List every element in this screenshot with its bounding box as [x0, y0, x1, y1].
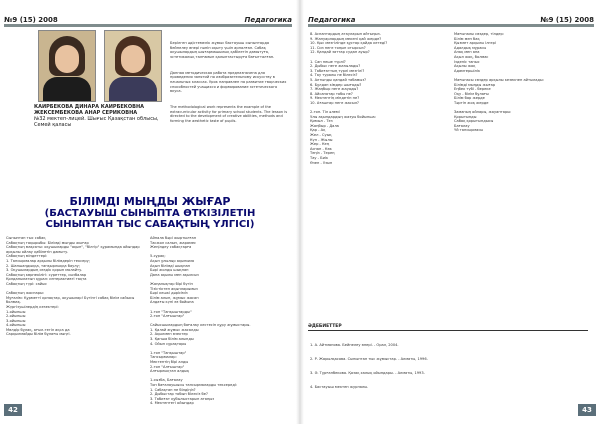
page-number-right: 43	[578, 404, 596, 416]
abstract-en: The methodological work represents the example of the extracurricular activity for primary school students. The lesson is directed to the development of creative abilities, methods and forming the aesthetic taste of pupils.	[170, 104, 289, 123]
author-affiliation: №32 мектеп-лицей. Шығыс Қазақстан облысы, Семей қаласы	[34, 116, 159, 128]
article-title	[30, 196, 270, 230]
references-heading: ӘДЕБИЕТТЕР	[308, 324, 342, 329]
right-page	[304, 0, 600, 424]
title-line-3: СЫНЫПТАН ТЫС САБАҚТЫҢ ҮЛГІСІ)	[45, 219, 255, 230]
title-line-2: (БАСТАУЫШ СЫНЫПТА ӨТКІЗІЛЕТІН	[44, 208, 256, 219]
left-page	[0, 0, 296, 424]
references-list	[310, 334, 590, 398]
reference-item: 2. Р. Жарылқасова. Сыныптан тыс жұмыстар. - Алматы, 1996.	[310, 356, 428, 361]
body-column-2: Айнала бәрі жыртылған Тасжол салып, жарамес Жеңілдеу сабақтарға 5-сұрақ: Ақын ұлылыр ақыныма Ақын білімді шықпан Бәрі жолды шықпан Дана ақылы мен ақылсыз Жаңалықтар бірі бүгін Тізістіктеп ақынларымыз Бәрі кешкі дәрісіміз Білім алып, жұмыс жасап Алдағы күні өз бойына 1-топ "Тапқыштарды" 2-топ "Алғыштар" Сайысшылардың бағалау кестесін құру жұмыстары. 1. Қалай жұмыс жасалды 2. Ақылмен өзектер 3. Қанша білім алынды 4. Ойын сұрақтары 1-топ "Тапқыштар" Тапсырмалар: Мектептің бірі алды 2-топ "Алғыштар" Алғырлықтан алдық 1-сызба, Бағалау Топ бағалаушысы тапсырмаларды тексереді: 1. Сабақтан не білдіңіз? 2. Дыбыстар тобын білесіз бе? 3. Табиғат құбылыстарын атаңыз 4. Мектептегі ойындар	[150, 236, 251, 406]
author-name-2: ЖЕКСЕМБЕКОВА АНАР СЕРИКОВНА	[34, 110, 138, 116]
page-number-left: 42	[4, 404, 22, 416]
title-line-1: БІЛІМДІ МЫҢДЫ ЖЫҒАР	[69, 195, 231, 208]
body-column-1: Сыныптан тыс сабақ Сабақтың тақырыбы: Білімді мыңды жығар Сабақтың мақсаты: оқушыларды "ақын", "білгір" құрамында ойындар арқылы ойлау қабілетін дамыту. Сабақтың міндеттері: 1. Тапсырмалар арқылы білімдерін тексеру; 2. Шапшаңдыққа, тапқырлыққа баулу; 3. Оқушылардың сөздік қорын молайту. Сабақтың көрнекілігі: суреттер, сызбалар Қолданылатын құрал: интерактивті тақта Сабақтың түрі: сайыс Сабақтың жоспары: Мұғалім: Құрметті қонақтар, оқушылар! Бүгінгі сабақ білім сайысы болмақ. Жүргізушілердің кезектері: 1-ойыншы 2-ойыншы 3-ойыншы 4-ойыншы Мөлдір бұлақ, ағыл-тегіл ақса да Сарқылмайды білім бұлағы мәңгі.	[6, 236, 140, 337]
abstract-column	[170, 32, 288, 134]
author-block	[34, 104, 164, 128]
reference-item: 1. А. Айтманова. Бейнелеу өнері. - Орал, 2004.	[310, 343, 399, 348]
abstract-kz: Берілген әдістемелік жұмыс бастауыш сыныптарда бейнелеу өнері пәнін оқыту үшін арналған. Сабақ оқушылардың шығармашылық қабілетін дамытуға, эстетикалық талғамын қалыптастыруға бағытталған.	[170, 41, 275, 59]
questions-column-2: Мағыналы сөздер, тілдер: Білім мен бақ Қызмет арқылы ілгері Адалдық мұрасы Анақ мен ана Ақыл жоқ, болмас Ізденіс таныс Ақылы жоқ Адамгершілік Мағынасы сөздер арқылы кезекпен айтылады: Білімді мыңды жығар Еңбек түбі - береке Оқу - білім бұлағы Білім бар жерде Тәртіп жоқ жерде Заманың ойлары, жауаптары: Қорытынды Сабақ қорытындысы Бағалау Үй тапсырмасы	[454, 32, 544, 133]
spine-gutter	[296, 0, 304, 424]
abstract-ru: Данная методическая работа предназначена для проведения занятий по изобразительному искусству в начальных классах. Урок направлен на развитие творческих способностей учащихся и формирование эстетического вкуса.	[170, 70, 288, 94]
header-rule	[4, 24, 292, 27]
references-rule	[308, 330, 588, 331]
section-label: Педагогика	[308, 16, 356, 24]
reference-item: 4. Бастауыш мектеп журналы.	[310, 384, 369, 389]
author-photo-2	[104, 30, 162, 102]
reference-item: 3. Ә. Тұрғанбекова. Қазақ халық ойындары. - Алматы, 1993.	[310, 370, 425, 375]
questions-column-1: 8. Аспаптардың атауларын айтыңыз. 9. Жануарлардың мекені қай жерде? 10. Қыс мезгілінде құстар қайда кетеді? 11. Сиз неге тоңып отырсыз? 12. Қандай заттар судан ауыр? 1. Сан неше түрлі? 2. Дыбыс неге жазылады? 3. Табиғаттың түрлі мезгілі? 4. Тау туралы не білесіз? 5. Алтынды қандай табамыз? 6. Бұлдан кімдер шығады? 7. Жаңбыр неге жауады? 8. Айсанатар тобы не? 9. Мектептің міндетін не? 10. Ағаштар неге жасыл? 2-топ. Тіл әлемі Ұлы ақындардың жазуы бойынша: Қимыл - Тез Жаңбыр - Дала Қар - Ақ Жел - Суық Күн - Жылы Жер - Кең Аспан - Көк Теңіз - Терең Тау - Биік Өзен - Ұзын	[310, 32, 388, 165]
section-label: Педагогика	[244, 16, 292, 24]
author-photo-1	[38, 30, 96, 102]
author-name-1: КАИРБЕКОВА ДИНАРА КАИРБЕКОВНА	[34, 104, 144, 110]
issue-label: №9 (15) 2008	[540, 16, 594, 24]
issue-label: №9 (15) 2008	[4, 16, 58, 24]
header-rule	[308, 24, 594, 27]
